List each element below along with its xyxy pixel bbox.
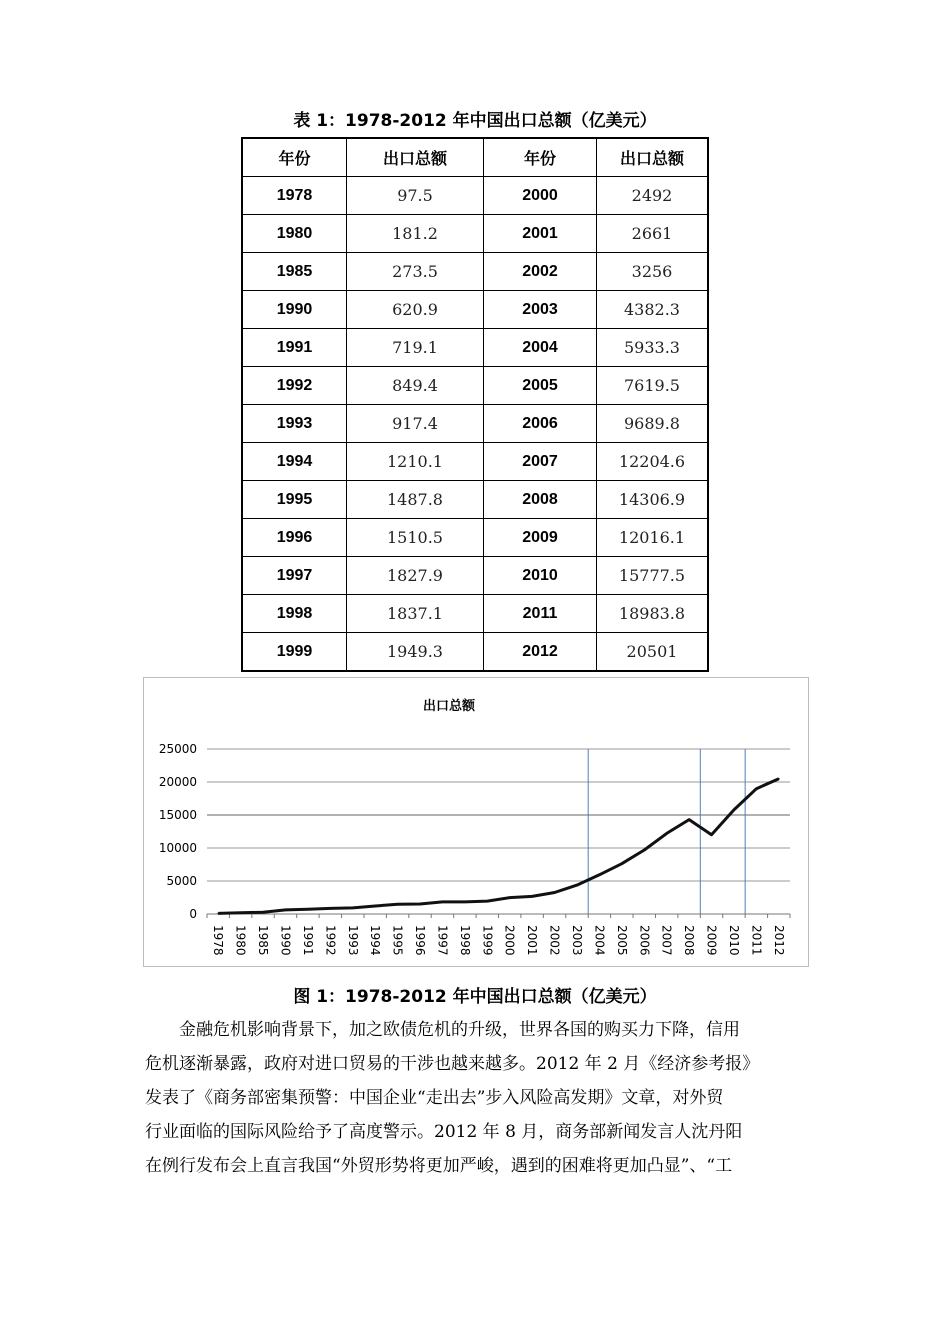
year-cell: 2007	[484, 443, 597, 481]
data-point	[374, 905, 376, 907]
table-row	[242, 367, 708, 405]
series-line	[218, 779, 779, 914]
export-value-cell: 273.5	[347, 253, 484, 291]
year-cell: 1978	[242, 177, 347, 215]
export-value-cell: 849.4	[347, 367, 484, 405]
year-cell: 2011	[484, 595, 597, 633]
data-point	[285, 909, 287, 911]
year-cell: 1985	[242, 253, 347, 291]
year-cell: 2005	[484, 367, 597, 405]
export-value-cell: 181.2	[347, 215, 484, 253]
year-cell: 2008	[484, 481, 597, 519]
table-row	[242, 177, 708, 215]
x-tick-label: 1990	[278, 925, 293, 956]
x-tick-label: 1997	[435, 925, 450, 956]
x-tick-label: 1999	[480, 925, 495, 956]
x-tick-label: 1991	[300, 925, 315, 956]
export-value-cell: 719.1	[347, 329, 484, 367]
x-tick-label: 2003	[569, 925, 584, 956]
x-tick-label: 1998	[457, 925, 472, 956]
export-value-cell: 5933.3	[597, 329, 709, 367]
x-tick-label: 1993	[345, 925, 360, 956]
data-point	[419, 903, 421, 905]
export-value-cell: 1837.1	[347, 595, 484, 633]
data-point	[554, 892, 556, 894]
year-cell: 1992	[242, 367, 347, 405]
chart-svg	[144, 678, 808, 966]
x-tick-label: 2008	[682, 925, 697, 956]
data-point	[487, 900, 489, 902]
table-header-row	[242, 138, 708, 177]
data-point	[688, 819, 690, 821]
x-tick-label: 1995	[390, 925, 405, 956]
y-tick-label: 0	[189, 907, 197, 921]
header-year-2: 年份	[484, 138, 597, 177]
export-chart	[143, 677, 809, 967]
export-value-cell: 620.9	[347, 291, 484, 329]
x-tick-label: 2005	[614, 925, 629, 956]
x-tick-label: 2007	[659, 925, 674, 956]
x-tick-label: 2004	[592, 925, 607, 956]
x-tick-label: 2000	[502, 925, 517, 956]
data-point	[509, 897, 511, 899]
paragraph-line-3: 发表了《商务部密集预警：中国企业“走出去”步入风险高发期》文章，对外贸	[145, 1088, 724, 1108]
series-layer	[217, 778, 779, 914]
year-cell: 1995	[242, 481, 347, 519]
export-value-cell: 1949.3	[347, 633, 484, 672]
data-point	[711, 834, 713, 836]
year-cell: 2004	[484, 329, 597, 367]
year-cell: 1997	[242, 557, 347, 595]
data-point	[442, 901, 444, 903]
export-value-cell: 20501	[597, 633, 709, 672]
year-cell: 2009	[484, 519, 597, 557]
export-value-cell: 14306.9	[597, 481, 709, 519]
x-tick-label: 1980	[233, 925, 248, 956]
export-value-cell: 15777.5	[597, 557, 709, 595]
table-row	[242, 633, 708, 672]
export-value-cell: 3256	[597, 253, 709, 291]
data-point	[531, 896, 533, 898]
header-export-2: 出口总额	[597, 138, 709, 177]
year-cell: 1996	[242, 519, 347, 557]
data-point	[240, 912, 242, 914]
year-cell: 2006	[484, 405, 597, 443]
data-point	[644, 849, 646, 851]
year-cell: 2000	[484, 177, 597, 215]
x-axis-ticks	[207, 914, 790, 956]
export-value-cell: 4382.3	[597, 291, 709, 329]
export-value-cell: 18983.8	[597, 595, 709, 633]
table-row	[242, 405, 708, 443]
table-row	[242, 595, 708, 633]
export-value-cell: 1827.9	[347, 557, 484, 595]
table-row	[242, 253, 708, 291]
figure-caption: 图 1：1978-2012 年中国出口总额（亿美元）	[293, 987, 657, 1007]
data-point	[599, 874, 601, 876]
export-value-cell: 12204.6	[597, 443, 709, 481]
data-point	[262, 911, 264, 913]
year-cell: 1994	[242, 443, 347, 481]
data-point	[464, 901, 466, 903]
year-cell: 2010	[484, 557, 597, 595]
x-tick-label: 1978	[211, 925, 226, 956]
year-cell: 1998	[242, 595, 347, 633]
export-value-cell: 917.4	[347, 405, 484, 443]
export-value-cell: 1510.5	[347, 519, 484, 557]
data-point	[576, 884, 578, 886]
x-tick-label: 1996	[413, 925, 428, 956]
export-value-cell: 12016.1	[597, 519, 709, 557]
y-tick-label: 15000	[158, 808, 197, 822]
export-table	[241, 137, 709, 672]
y-tick-label: 25000	[158, 742, 197, 756]
x-tick-label: 1992	[323, 925, 338, 956]
data-point	[330, 908, 332, 910]
x-tick-label: 2012	[771, 925, 786, 956]
year-cell: 1980	[242, 215, 347, 253]
header-year-1: 年份	[242, 138, 347, 177]
export-value-cell: 7619.5	[597, 367, 709, 405]
paragraph-line-5: 在例行发布会上直言我国“外贸形势将更加严峻，遇到的困难将更加凸显”、“工	[145, 1156, 733, 1176]
header-export-1: 出口总额	[347, 138, 484, 177]
table-row	[242, 215, 708, 253]
year-cell: 1993	[242, 405, 347, 443]
data-point	[756, 788, 758, 790]
x-tick-label: 2009	[704, 925, 719, 956]
export-value-cell: 2492	[597, 177, 709, 215]
export-value-cell: 1487.8	[347, 481, 484, 519]
y-tick-label: 5000	[166, 874, 197, 888]
table-row	[242, 443, 708, 481]
year-cell: 2003	[484, 291, 597, 329]
paragraph-line-4: 行业面临的国际风险给予了高度警示。2012 年 8 月，商务部新闻发言人沈丹阳	[145, 1122, 743, 1142]
x-tick-label: 1994	[368, 925, 383, 956]
year-cell: 1990	[242, 291, 347, 329]
year-cell: 2012	[484, 633, 597, 672]
y-axis-ticks	[159, 742, 197, 921]
y-tick-label: 20000	[158, 775, 197, 789]
x-tick-label: 2002	[547, 925, 562, 956]
x-tick-label: 2010	[726, 925, 741, 956]
data-point	[307, 909, 309, 911]
data-point	[397, 903, 399, 905]
vertical-markers	[588, 749, 745, 914]
data-point	[778, 778, 780, 780]
data-point	[733, 809, 735, 811]
data-point	[666, 833, 668, 835]
data-point	[621, 863, 623, 865]
grid-lines	[207, 749, 790, 914]
export-value-cell: 9689.8	[597, 405, 709, 443]
x-tick-label: 2011	[749, 925, 764, 956]
table-row	[242, 557, 708, 595]
table-row	[242, 519, 708, 557]
table-body	[242, 177, 708, 672]
y-tick-label: 10000	[158, 841, 197, 855]
table-row	[242, 329, 708, 367]
paragraph-line-2: 危机逐渐暴露，政府对进口贸易的干涉也越来越多。2012 年 2 月《经济参考报》	[145, 1054, 760, 1074]
year-cell: 2001	[484, 215, 597, 253]
paragraph-line-1: 金融危机影响背景下，加之欧债危机的升级，世界各国的购买力下降，信用	[179, 1020, 740, 1040]
year-cell: 1999	[242, 633, 347, 672]
year-cell: 1991	[242, 329, 347, 367]
chart-title: 出口总额	[422, 699, 476, 714]
table-caption: 表 1：1978-2012 年中国出口总额（亿美元）	[293, 111, 657, 131]
data-point	[352, 907, 354, 909]
table-row	[242, 291, 708, 329]
x-tick-label: 1985	[256, 925, 271, 956]
export-value-cell: 97.5	[347, 177, 484, 215]
x-tick-label: 2001	[525, 925, 540, 956]
export-value-cell: 1210.1	[347, 443, 484, 481]
data-point	[217, 913, 219, 915]
year-cell: 2002	[484, 253, 597, 291]
table-row	[242, 481, 708, 519]
export-value-cell: 2661	[597, 215, 709, 253]
x-tick-label: 2006	[637, 925, 652, 956]
